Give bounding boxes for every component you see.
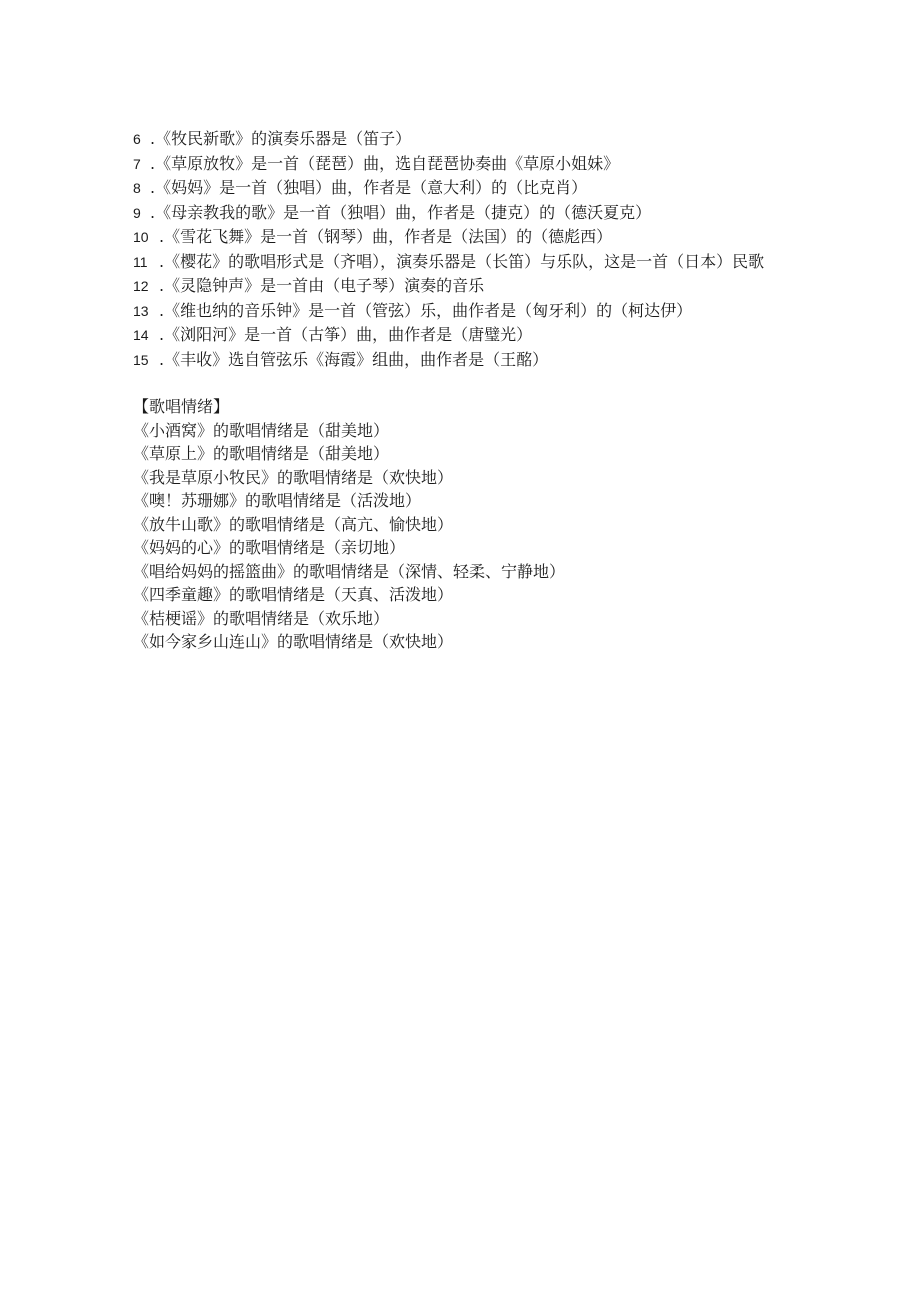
emotion-item: 《草原上》的歌唱情绪是（甜美地） [133,444,390,463]
item-number: 15 [133,351,149,368]
instrument-item-11 [133,250,773,275]
emotion-item: 《小酒窝》的歌唱情绪是（甜美地） [133,420,390,440]
instrument-item-6 [133,127,773,152]
section-spacer [133,372,773,395]
instrument-item-13 [133,299,773,324]
item-text: .《草原放牧》是一首（琵琶）曲，选自琵琶协奏曲《草原小姐妹》 [150,153,620,173]
item-text: .《樱花》的歌唱形式是（齐唱），演奏乐器是（长笛）与乐队，这是一首（日本）民歌 [159,251,765,271]
instrument-item-9 [133,201,773,226]
instrument-item-14 [133,323,773,348]
item-text: .《母亲教我的歌》是一首（独唱）曲，作者是（捷克）的（德沃夏克） [150,202,652,222]
instrument-item-8 [133,176,773,201]
emotion-item: 《唱给妈妈的摇篮曲》的歌唱情绪是（深情、轻柔、宁静地） [133,561,566,581]
instrument-item-12 [133,274,773,299]
item-number: 12 [133,278,149,294]
item-number: 7 [133,155,141,172]
item-text: .《妈妈》是一首（独唱）曲，作者是（意大利）的（比克肖） [150,178,588,197]
emotion-item: 《桔梗谣》的歌唱情绪是（欢乐地） [133,608,390,628]
item-number: 14 [133,327,149,343]
item-number: 6 [133,131,141,147]
item-text: .《维也纳的音乐钟》是一首（管弦）乐，曲作者是（匈牙利）的（柯达伊） [159,300,693,320]
item-text: .《浏阳河》是一首（古筝）曲，曲作者是（唐璧光） [159,325,533,344]
item-text: .《丰收》选自管弦乐《海霞》组曲，曲作者是（王酩） [159,349,549,369]
item-text: .《牧民新歌》的演奏乐器是（笛子） [150,129,412,148]
emotion-item: 《如今家乡山连山》的歌唱情绪是（欢快地） [133,632,454,651]
section-heading-emotions: 【歌唱情绪】 [133,397,230,416]
emotion-item: 《放牛山歌》的歌唱情绪是（高亢、愉快地） [133,514,454,534]
instrument-item-7 [133,152,773,177]
item-number: 9 [133,204,141,221]
item-number: 13 [133,302,149,319]
item-text: .《灵隐钟声》是一首由（电子琴）演奏的音乐 [159,276,485,295]
item-number: 8 [133,180,141,196]
instrument-item-15 [133,348,773,373]
emotion-item: 《我是草原小牧民》的歌唱情绪是（欢快地） [133,467,454,487]
document-content [133,127,773,654]
emotion-item: 《噢！苏珊娜》的歌唱情绪是（活泼地） [133,491,422,510]
instrument-item-10 [133,225,773,250]
item-number: 11 [133,253,148,270]
emotion-item: 《妈妈的心》的歌唱情绪是（亲切地） [133,538,406,557]
item-text: .《雪花飞舞》是一首（钢琴）曲，作者是（法国）的（德彪西） [159,227,613,246]
emotion-item: 《四季童趣》的歌唱情绪是（天真、活泼地） [133,585,454,604]
item-number: 10 [133,229,149,245]
